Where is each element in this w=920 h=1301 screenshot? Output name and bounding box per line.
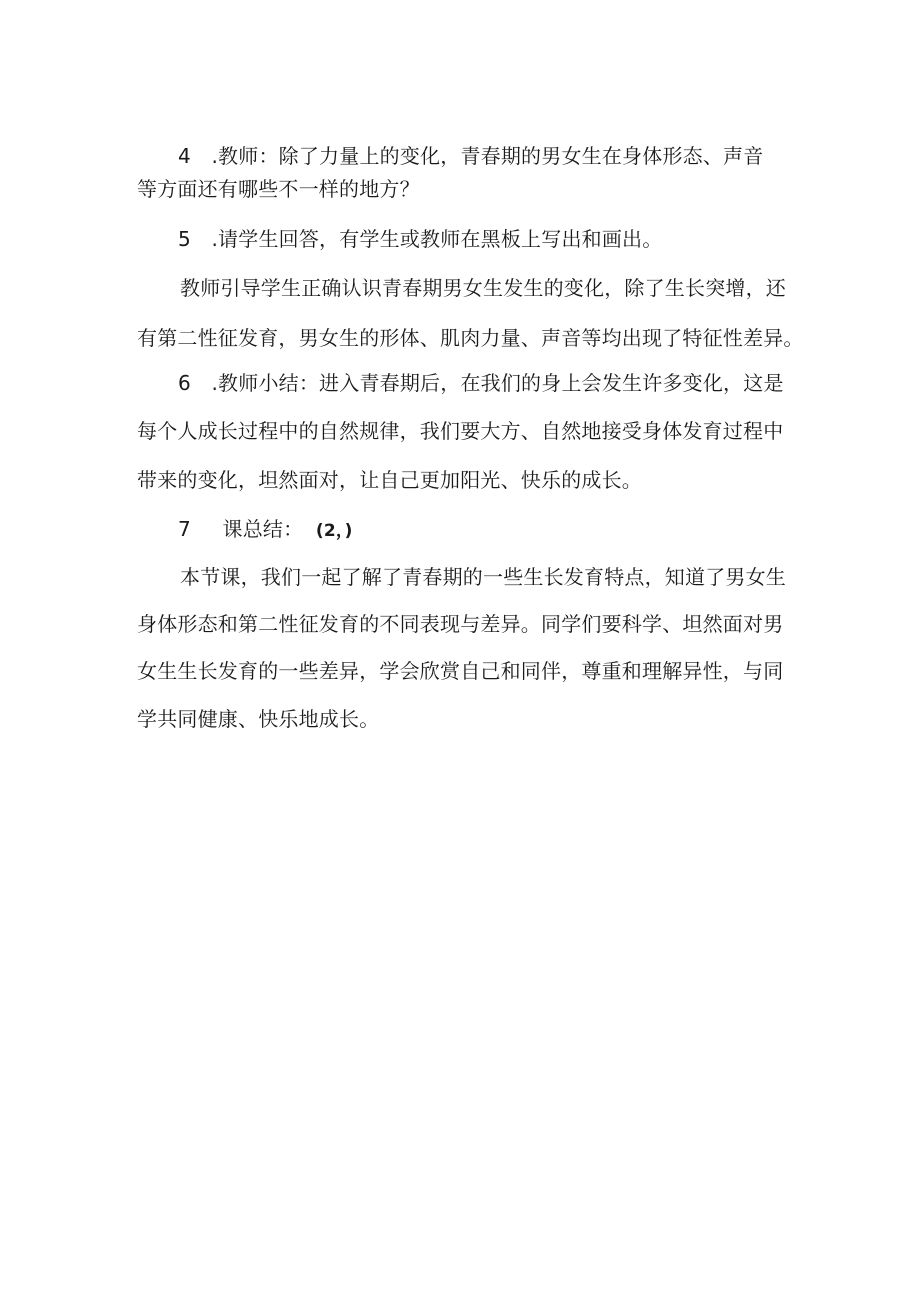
item4-line2: 等方面还有哪些不一样的地方？ — [137, 177, 420, 201]
summary-line4: 学共同健康、快乐地成长。 — [137, 707, 380, 731]
guide-line1: 教师引导学生正确认识青春期男女生发生的变化，除了生长突增，还 — [180, 276, 786, 300]
item6-line3: 带来的变化，坦然面对，让自己更加阳光、快乐的成长。 — [137, 468, 642, 492]
item6-number: 6 — [178, 371, 191, 395]
item4-line1 — [178, 143, 763, 169]
item4-text: .教师：除了力量上的变化，青春期的男女生在身体形态、声音 — [211, 144, 764, 168]
item7-note: (2，) — [315, 521, 353, 541]
item5-text: .请学生回答，有学生或教师在黑板上写出和画出。 — [211, 227, 663, 251]
summary-line3: 女生生长发育的一些差异，学会欣赏自己和同伴，尊重和理解异性，与同 — [137, 659, 784, 683]
summary-line1: 本节课，我们一起了解了青春期的一些生长发育特点，知道了男女生 — [180, 565, 786, 589]
item7-line — [178, 516, 353, 544]
guide-line2: 有第二性征发育，男女生的形体、肌肉力量、声音等均出现了特征性差异。 — [137, 326, 804, 350]
item5-number: 5 — [178, 227, 191, 251]
item7-number: 7 — [178, 517, 191, 541]
summary-line2: 身体形态和第二性征发育的不同表现与差异。同学们要科学、坦然面对男 — [137, 612, 784, 636]
item5-line1 — [178, 226, 662, 252]
item7-label: 课总结： — [222, 517, 304, 541]
item6-line2: 每个人成长过程中的自然规律，我们要大方、自然地接受身体发育过程中 — [137, 419, 784, 443]
item6-line1 — [178, 370, 784, 396]
item6-text: .教师小结：进入青春期后，在我们的身上会发生许多变化，这是 — [211, 371, 784, 395]
item4-number: 4 — [178, 144, 191, 168]
